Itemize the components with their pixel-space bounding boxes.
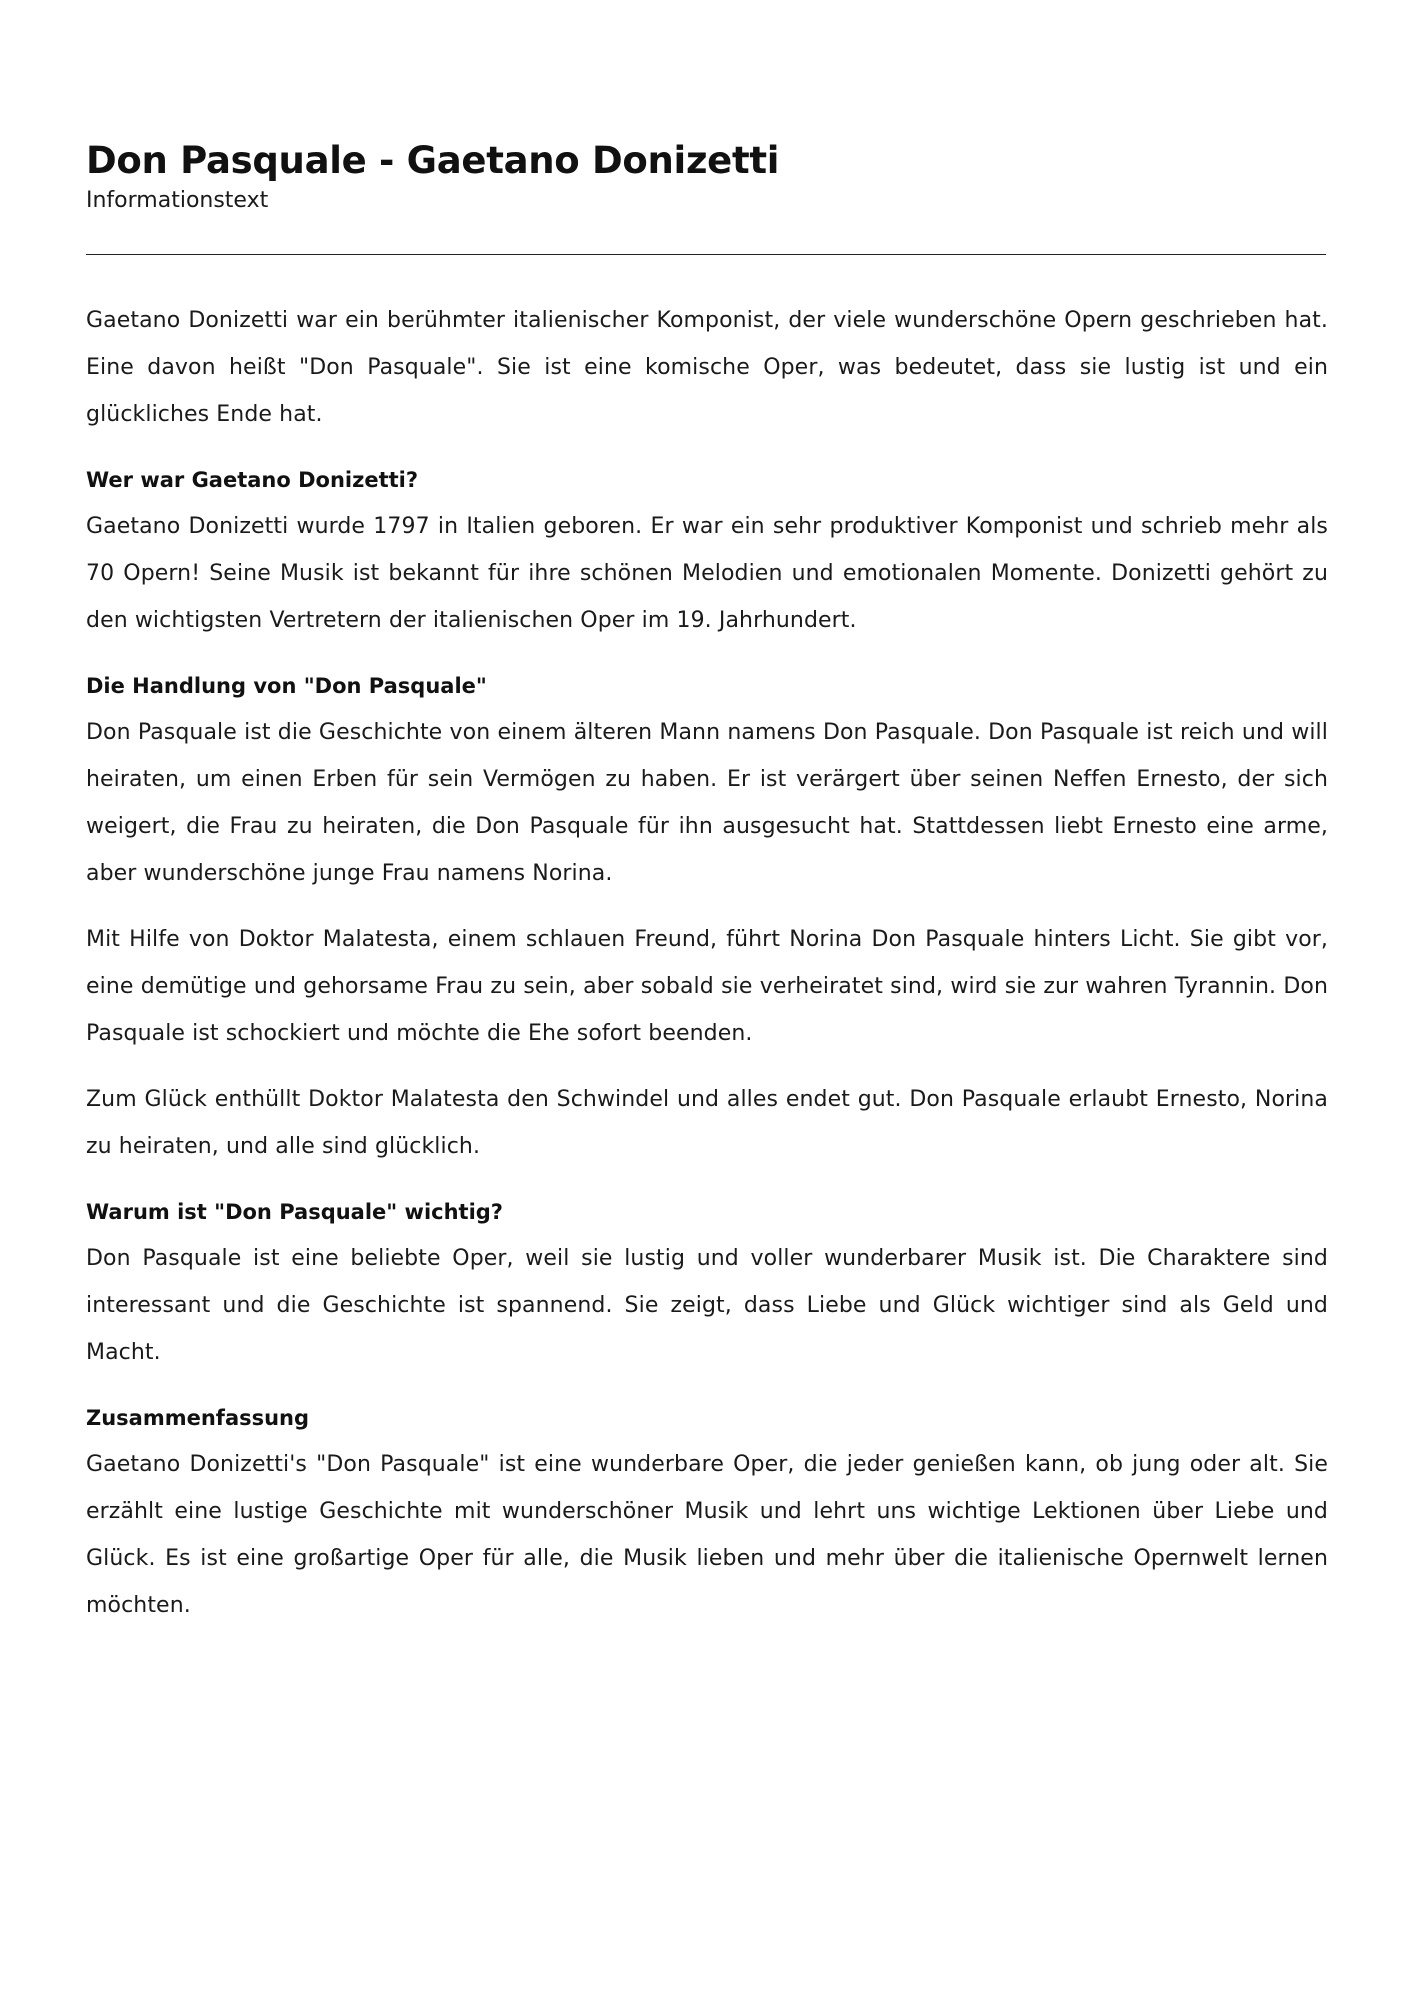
section-handlung	[86, 663, 1328, 1170]
section-heading: Wer war Gaetano Donizetti?	[86, 468, 419, 492]
section-wichtig	[86, 1189, 1328, 1376]
section-donizetti	[86, 457, 1328, 644]
document-title: Don Pasquale - Gaetano Donizetti	[86, 139, 780, 182]
document-subtitle: Informationstext	[86, 188, 269, 213]
section-paragraph: Zum Glück enthüllt Doktor Malatesta den Schwindel und alles endet gut. Don Pasquale erlaubt Ernesto, Norina zu heiraten, und alle sind glücklich.	[86, 1087, 1328, 1159]
section-paragraph: Don Pasquale ist eine beliebte Oper, weil sie lustig und voller wunderbarer Musik ist. Die Charaktere sind interessant und die Geschichte ist spannend. Sie zeigt, dass Liebe und Glück wichtiger sind als Geld und Macht.	[86, 1246, 1328, 1365]
document-body	[86, 297, 1328, 1629]
document-page	[86, 138, 1328, 1648]
section-paragraph: Gaetano Donizetti wurde 1797 in Italien geboren. Er war ein sehr produktiver Komponist und schrieb mehr als 70 Opern! Seine Musik ist bekannt für ihre schönen Melodien und emotionalen Momente. Donizetti gehört zu den wichtigsten Vertretern der italienischen Oper im 19. Jahrhundert.	[86, 514, 1328, 633]
section-paragraph: Gaetano Donizetti's "Don Pasquale" ist eine wunderbare Oper, die jeder genießen kann, ob jung oder alt. Sie erzählt eine lustige Geschichte mit wunderschöner Musik und lehrt uns wichtige Lektionen über Liebe und Glück. Es ist eine großartige Oper für alle, die Musik lieben und mehr über die italienische Opernwelt lernen möchten.	[86, 1452, 1328, 1618]
intro-paragraph: Gaetano Donizetti war ein berühmter italienischer Komponist, der viele wunderschöne Opern geschrieben hat. Eine davon heißt "Don Pasquale". Sie ist eine komische Oper, was bedeutet, dass sie lustig ist und ein glückliches Ende hat.	[86, 308, 1328, 427]
section-heading: Die Handlung von "Don Pasquale"	[86, 674, 487, 698]
section-zusammenfassung	[86, 1395, 1328, 1629]
section-heading: Zusammenfassung	[86, 1406, 310, 1430]
section-paragraph: Mit Hilfe von Doktor Malatesta, einem schlauen Freund, führt Norina Don Pasquale hinters Licht. Sie gibt vor, eine demütige und gehorsame Frau zu sein, aber sobald sie verheiratet sind, wird sie zur wahren Tyrannin. Don Pasquale ist schockiert und möchte die Ehe sofort beenden.	[86, 927, 1328, 1046]
title-divider	[86, 254, 1326, 255]
section-heading: Warum ist "Don Pasquale" wichtig?	[86, 1200, 503, 1224]
section-paragraph: Don Pasquale ist die Geschichte von einem älteren Mann namens Don Pasquale. Don Pasquale ist reich und will heiraten, um einen Erben für sein Vermögen zu haben. Er ist verärgert über seinen Neffen Ernesto, der sich weigert, die Frau zu heiraten, die Don Pasquale für ihn ausgesucht hat. Stattdessen liebt Ernesto eine arme, aber wunderschöne junge Frau namens Norina.	[86, 720, 1328, 886]
